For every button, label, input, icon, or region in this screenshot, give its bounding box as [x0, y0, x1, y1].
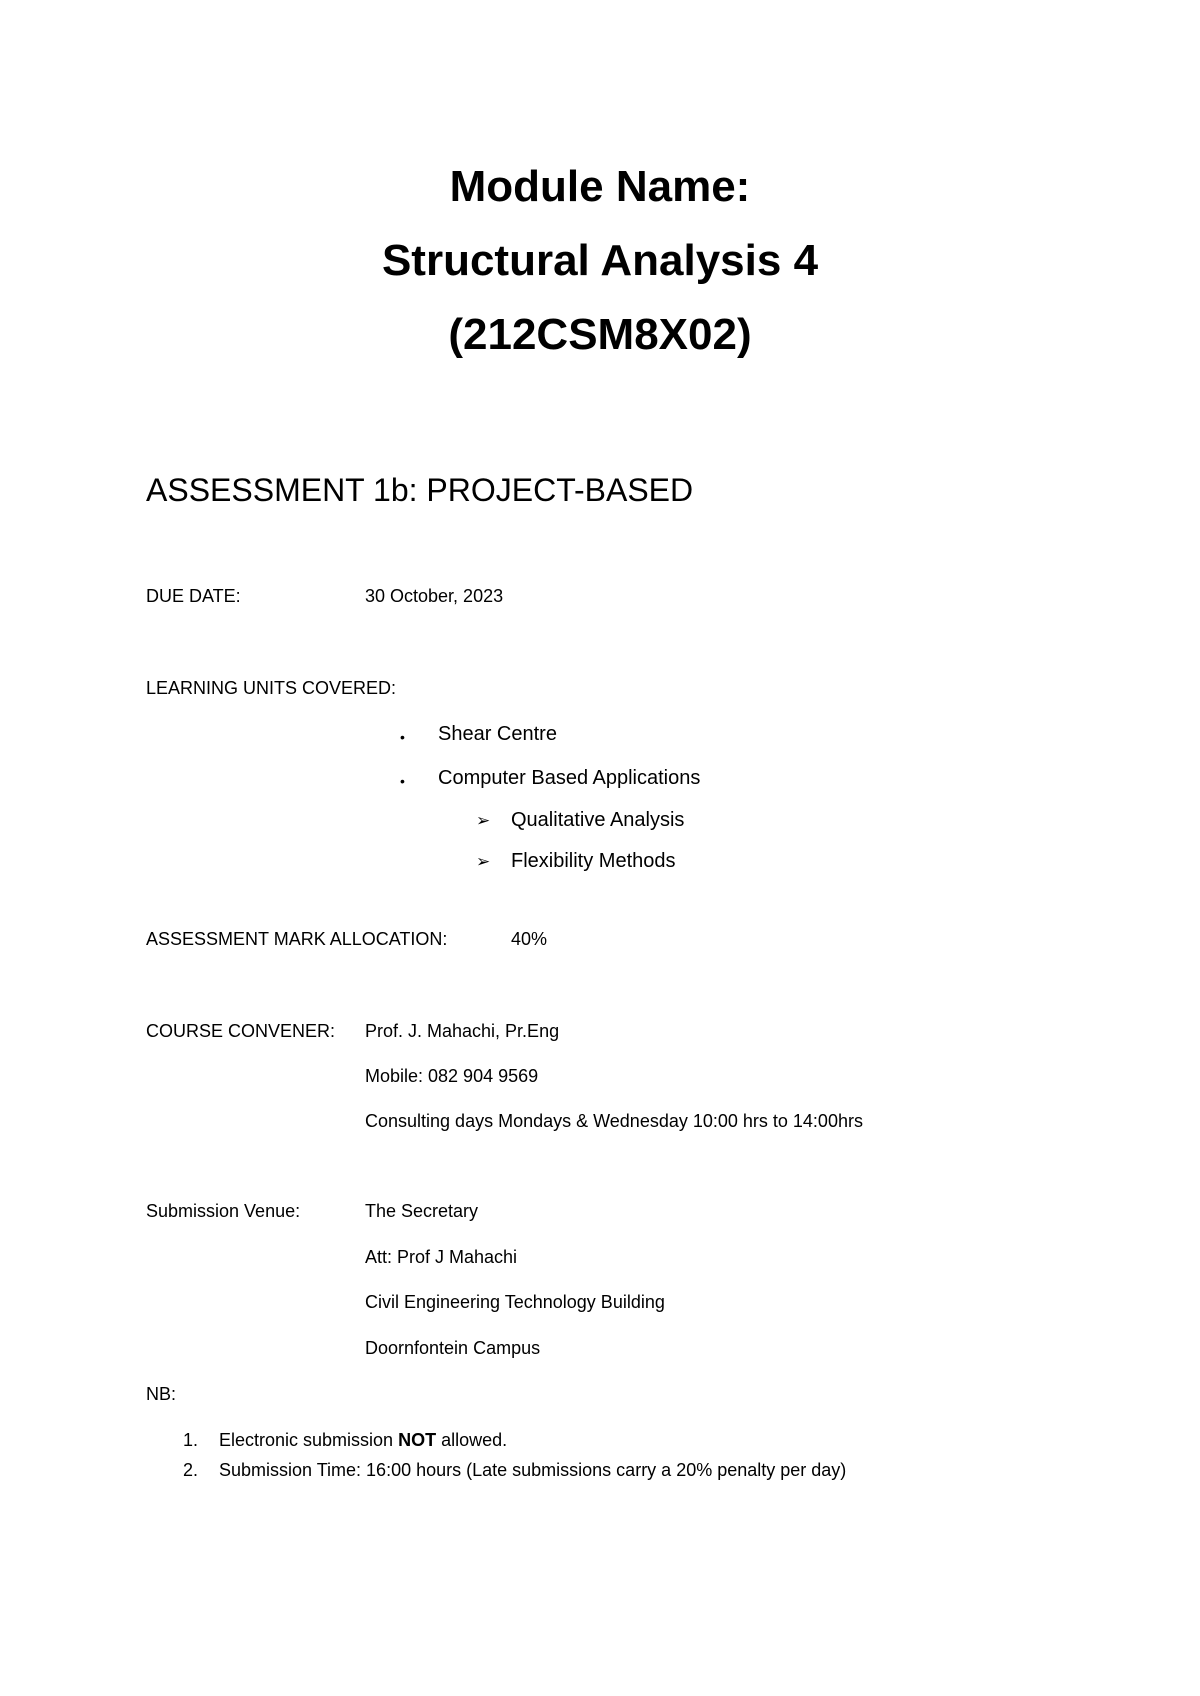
module-code: (212CSM8X02)	[448, 310, 752, 359]
submission-venue-line: Doornfontein Campus	[365, 1338, 541, 1358]
learning-units-label: LEARNING UNITS COVERED:	[146, 678, 397, 698]
arrow-bullet-icon: ➢	[476, 811, 491, 830]
nb-item	[219, 1430, 507, 1451]
convener-name: Prof. J. Mahachi, Pr.Eng	[365, 1021, 560, 1041]
submission-venue-label: Submission Venue:	[146, 1201, 301, 1221]
bullet-icon: •	[400, 729, 405, 745]
nb-item-number: 1.	[183, 1430, 199, 1450]
learning-unit-subitem: Flexibility Methods	[511, 850, 676, 872]
nb-item-text: Electronic submission	[219, 1430, 399, 1450]
assessment-heading: ASSESSMENT 1b: PROJECT-BASED	[146, 472, 694, 508]
mark-allocation-label: ASSESSMENT MARK ALLOCATION:	[146, 929, 448, 949]
nb-item: Submission Time: 16:00 hours (Late submissions carry a 20% penalty per day)	[219, 1460, 847, 1480]
nb-label: NB:	[146, 1384, 177, 1404]
arrow-bullet-icon: ➢	[476, 852, 491, 871]
submission-venue-line: The Secretary	[365, 1201, 479, 1221]
convener-mobile: Mobile: 082 904 9569	[365, 1066, 539, 1086]
learning-unit-item: Shear Centre	[438, 723, 557, 745]
nb-item-text: allowed.	[436, 1430, 508, 1450]
course-convener-label: COURSE CONVENER:	[146, 1021, 336, 1041]
submission-venue-line: Att: Prof J Mahachi	[365, 1247, 518, 1267]
nb-item-number: 2.	[183, 1460, 199, 1480]
convener-consulting-days: Consulting days Mondays & Wednesday 10:00 hrs to 14:00hrs	[365, 1111, 863, 1131]
learning-unit-item: Computer Based Applications	[438, 767, 701, 789]
module-name-label: Module Name:	[449, 162, 751, 211]
due-date-value: 30 October, 2023	[365, 586, 504, 606]
due-date-label: DUE DATE:	[146, 586, 241, 606]
module-title: Structural Analysis 4	[381, 236, 819, 285]
bullet-icon: •	[400, 773, 405, 789]
submission-venue-line: Civil Engineering Technology Building	[365, 1292, 665, 1312]
learning-unit-subitem: Qualitative Analysis	[511, 809, 685, 831]
nb-item-emphasis: NOT	[398, 1430, 437, 1450]
mark-allocation-value: 40%	[511, 929, 548, 949]
